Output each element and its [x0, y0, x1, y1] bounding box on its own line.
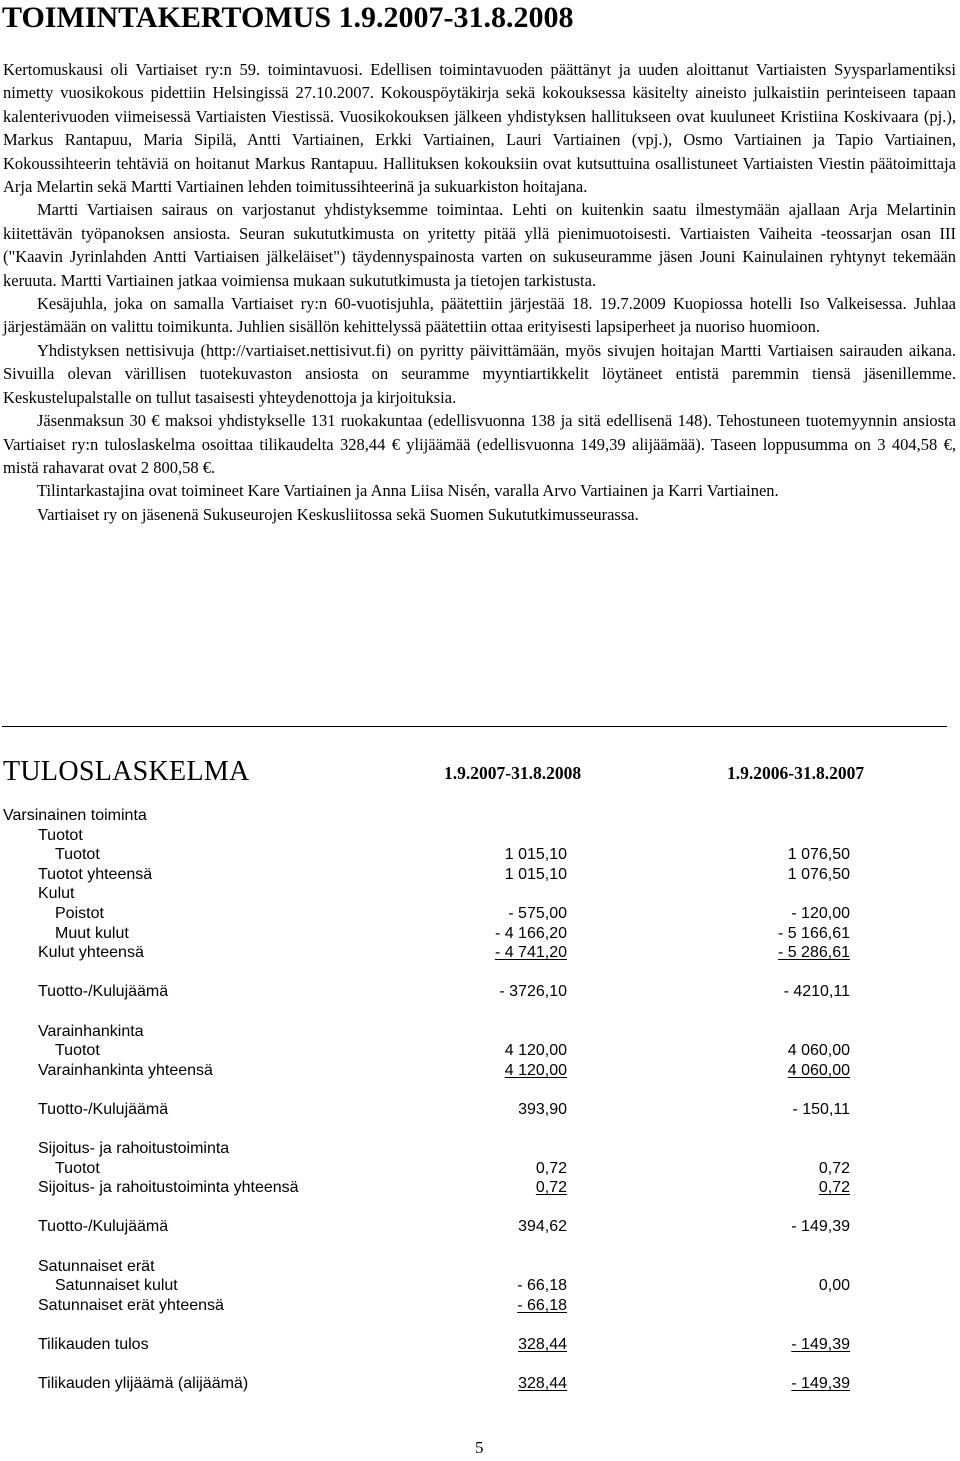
statement-value-previous: - 4210,11 [783, 983, 850, 1001]
statement-value-current: 4 120,00 [504, 1061, 567, 1079]
statement-row [0, 924, 960, 944]
statement-row-label: Tuotto-/Kulujäämä [38, 1100, 169, 1118]
statement-row-label: Tuotot [38, 826, 83, 844]
statement-row [0, 1335, 960, 1355]
statement-row [0, 1159, 960, 1179]
income-statement-table [0, 806, 960, 1394]
statement-row [0, 1296, 960, 1316]
statement-value-previous: 0,72 [818, 1179, 850, 1197]
statement-row-label: Varainhankinta [38, 1022, 144, 1040]
statement-row [0, 845, 960, 865]
report-paragraph: Tilintarkastajina ovat toimineet Kare Vartiainen ja Anna Liisa Nisén, varalla Arvo Vartiainen ja Karri Vartiainen. [37, 481, 779, 501]
report-paragraph: Martti Vartiaisen sairaus on varjostanut yhdistyksemme toimintaa. Lehti on kuitenkin saatu ilmestymään ajallaan Arja Melartinin kiitettävän työpanoksen ansiosta. Seuran sukututkimusta on yritetty pitää yllä pienimuotoisesti. Vartiaisten Vaiheita -teossarjan osan III ("Kaavin Jyrinlahden Antti Vartiaisen jälkeläiset") täydennyspainosta varten on sukuseuramme jäsen Jouni Kainulainen ryhtynyt tekemään keruuta. Martti Vartiainen jatkaa voimiensa mukaan sukututkimusta ja tietojen tarkistusta. [3, 200, 956, 290]
statement-value-previous: 4 060,00 [787, 1042, 850, 1060]
statement-row-label: Tuotot [55, 1159, 100, 1177]
statement-row-label: Tuotot yhteensä [38, 865, 153, 883]
statement-row-label: Tilikauden ylijäämä (alijäämä) [38, 1375, 249, 1393]
statement-row-label: Tuotto-/Kulujäämä [38, 983, 169, 1001]
statement-value-current: 1 015,10 [504, 846, 567, 864]
statement-row-label: Tuotto-/Kulujäämä [38, 1218, 169, 1236]
statement-row-label: Kulut yhteensä [38, 944, 144, 962]
report-paragraph: Kesäjuhla, joka on samalla Vartiaiset ry:n 60-vuotisjuhla, päätettiin järjestää 18. 19.7.2009 Kuopiossa hotelli Iso Valkeisessa. Juhlaa järjestämään on valittu toimikunta. Juhlien sisällön kehittelyssä päätettiin ottaa erityisesti lapsiperheet ja nuoriso huomioon. [3, 294, 956, 337]
statement-row-label: Poistot [55, 904, 104, 922]
activity-report [3, 58, 956, 526]
report-paragraph: Kertomuskausi oli Vartiaiset ry:n 59. toimintavuosi. Edellisen toimintavuoden päättänyt ja uuden aloittanut Vartiaisten Syysparlamentiksi nimetty vuosikokous pidettiin Helsingissä 27.10.2007. Kokouspöytäkirja sekä kokouksessa käsitelty aineisto julkaistiin perinteiseen tapaan kalenterivuoden viimeisessä Vartiaisten Viestissä. Vuosikokouksen jälkeen yhdistyksen hallitukseen ovat kuuluneet Kristiina Koskivaara (pj.), Markus Rantapuu, Maria Sipilä, Antti Vartiainen, Erkki Vartiainen, Lauri Vartiainen (vpj.), Osmo Vartiainen ja Tapio Vartiainen, Kokoussihteerin tehtäviä on hoitanut Markus Rantapuu. Hallituksen kokouksiin ovat kutsuttuina osallistuneet Vartiaisten Viestin päätoimittaja Arja Melartin sekä Martti Vartiainen lehden toimitussihteerinä ja sukuarkiston hoitajana. [3, 60, 956, 197]
statement-row-label: Tilikauden tulos [38, 1336, 149, 1354]
statement-value-previous: - 149,39 [791, 1375, 850, 1393]
statement-value-current: - 575,00 [508, 904, 567, 922]
statement-row-label: Satunnaiset erät yhteensä [38, 1296, 224, 1314]
period-previous-header: 1.9.2006-31.8.2007 [727, 763, 865, 783]
statement-value-current: 4 120,00 [504, 1042, 567, 1060]
statement-value-current: - 66,18 [517, 1277, 567, 1295]
statement-row [0, 1061, 960, 1081]
section-divider [2, 726, 947, 727]
statement-row-label: Satunnaiset erät [38, 1257, 155, 1275]
statement-value-previous: 1 076,50 [787, 846, 850, 864]
statement-row [0, 1276, 960, 1296]
statement-value-previous: - 149,39 [791, 1336, 850, 1354]
statement-row-label: Sijoitus- ja rahoitustoiminta [38, 1140, 230, 1158]
statement-value-previous: 0,00 [818, 1277, 850, 1295]
statement-value-current: - 66,18 [517, 1296, 567, 1314]
statement-row [0, 1374, 960, 1394]
report-paragraph: Jäsenmaksun 30 € maksoi yhdistykselle 131 ruokakuntaa (edellisvuonna 138 ja sitä edellisenä 148). Tehostuneen tuotemyynnin ansiosta Vartiaiset ry:n tuloslaskelma osoittaa tilikaudelta 328,44 € ylijäämää (edellisvuonna 149,39 alijäämää). Taseen loppusumma on 3 404,58 €, mistä rahavarat ovat 2 800,58 €. [3, 411, 956, 477]
statement-row [0, 806, 960, 826]
statement-value-current: - 3726,10 [499, 983, 567, 1001]
statement-row [0, 1178, 960, 1198]
statement-row [0, 1041, 960, 1061]
statement-value-previous: - 120,00 [791, 904, 850, 922]
statement-value-current: 394,62 [518, 1218, 567, 1236]
page-number: 5 [475, 1438, 484, 1457]
statement-value-current: 0,72 [535, 1159, 567, 1177]
statement-row [0, 943, 960, 963]
statement-value-previous: - 149,39 [791, 1218, 850, 1236]
income-statement-title: TULOSLASKELMA [3, 756, 250, 787]
statement-row [0, 1257, 960, 1277]
statement-value-current: 328,44 [518, 1375, 567, 1393]
statement-value-current: 393,90 [518, 1100, 567, 1118]
statement-row [0, 826, 960, 846]
statement-row [0, 1022, 960, 1042]
statement-value-current: 328,44 [518, 1336, 567, 1354]
statement-value-current: 1 015,10 [504, 865, 567, 883]
statement-row [0, 982, 960, 1002]
period-current-header: 1.9.2007-31.8.2008 [444, 763, 582, 783]
statement-row [0, 1139, 960, 1159]
statement-row-label: Satunnaiset kulut [55, 1277, 178, 1295]
statement-value-previous: - 150,11 [792, 1100, 850, 1118]
statement-value-previous: 0,72 [818, 1159, 850, 1177]
statement-value-current: - 4 741,20 [494, 944, 567, 962]
statement-row [0, 1217, 960, 1237]
statement-value-previous: 1 076,50 [787, 865, 850, 883]
statement-row-label: Varsinainen toiminta [3, 807, 147, 824]
report-paragraph: Yhdistyksen nettisivuja (http://vartiaiset.nettisivut.fi) on pyritty päivittämään, myös sivujen hoitajan Martti Vartiaisen sairauden aikana. Sivuilla olevan värillisen tuotekuvaston ansiosta on seuramme myyntiartikkelit löytäneet entistä paremmin tiensä jäsenillemme. Keskustelupalstalle on tullut tasaisesti yhteydenottoja ja kirjoituksia. [3, 340, 956, 407]
page-title: TOIMINTAKERTOMUS 1.9.2007-31.8.2008 [2, 1, 574, 34]
statement-row-label: Varainhankinta yhteensä [38, 1061, 213, 1079]
statement-value-current: - 4 166,20 [494, 924, 567, 942]
statement-value-previous: - 5 286,61 [777, 944, 850, 962]
statement-value-current: 0,72 [535, 1179, 567, 1197]
statement-row-label: Tuotot [55, 1042, 100, 1060]
statement-row-label: Tuotot [55, 846, 100, 864]
statement-row-label: Muut kulut [55, 924, 129, 942]
statement-row-label: Sijoitus- ja rahoitustoiminta yhteensä [38, 1179, 299, 1197]
statement-row [0, 1100, 960, 1120]
statement-value-previous: 4 060,00 [787, 1061, 850, 1079]
statement-row [0, 884, 960, 904]
report-paragraph: Vartiaiset ry on jäsenenä Sukuseurojen Keskusliitossa sekä Suomen Sukututkimusseurassa. [37, 504, 639, 524]
statement-row [0, 904, 960, 924]
statement-row-label: Kulut [38, 885, 75, 903]
statement-value-previous: - 5 166,61 [777, 924, 850, 942]
statement-row [0, 865, 960, 885]
income-statement-header [3, 754, 953, 790]
